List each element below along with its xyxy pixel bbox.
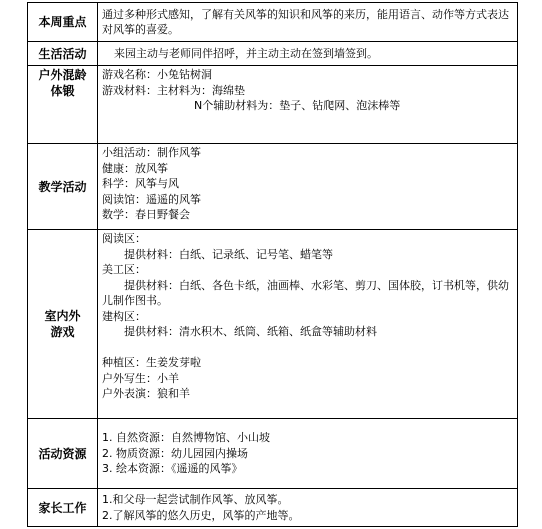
row-content-outdoor (98, 66, 518, 144)
row-label-family: 家长工作 (28, 489, 98, 527)
build-area-title: 建构区： (102, 309, 146, 323)
outdoor-label-line2: 体锻 (50, 84, 75, 98)
table-row (28, 66, 518, 144)
outdoor-sketch: 户外写生：小羊 (102, 371, 179, 385)
outdoor-performance: 户外表演：狼和羊 (102, 387, 190, 400)
family-line: 1.和父母一起尝试制作风筝、放风筝。 (102, 493, 289, 506)
table-row (28, 3, 518, 42)
row-label-resources: 活动资源 (28, 419, 98, 489)
table-row (28, 419, 518, 489)
row-content-resources (98, 419, 518, 489)
indoor-label-line2: 游戏 (50, 325, 75, 339)
reading-area-title: 阅读区： (102, 232, 146, 245)
resource-line: 1. 自然资源：自然博物馆、小山坡 (102, 431, 270, 445)
row-label-indoor (28, 230, 98, 419)
outdoor-label-line1: 户外混龄 (38, 68, 87, 82)
focus-text: 通过多种形式感知，了解有关风筝的知识和风筝的来历，能用语言、动作等方式表达对风筝的喜爱。 (102, 7, 509, 36)
teaching-line: 阅读馆：遥遥的风筝 (102, 192, 201, 206)
outdoor-game-name: 游戏名称：小兔钻树洞 (102, 68, 212, 81)
row-label-teaching: 教学活动 (28, 144, 98, 230)
spacer (102, 340, 514, 356)
table-row (28, 230, 518, 419)
outdoor-game-aux: N个辅助材料为：垫子、钻爬网、泡沫棒等 (194, 99, 401, 112)
row-content-indoor (98, 230, 518, 419)
reading-area-materials: 提供材料：白纸、记录纸、记号笔、蜡笔等 (124, 247, 333, 261)
teaching-line: 小组活动：制作风筝 (102, 146, 201, 159)
planting-area: 种植区：生姜发芽啦 (102, 356, 201, 369)
resource-line: 2. 物质资源：幼儿园园内操场 (102, 446, 248, 460)
table-row (28, 489, 518, 527)
row-label-focus: 本周重点 (28, 3, 98, 42)
table-row (28, 144, 518, 230)
row-label-life: 生活活动 (28, 42, 98, 66)
family-line: 2.了解风筝的悠久历史，风筝的产地等。 (102, 508, 300, 522)
teaching-line: 数学：春日野餐会 (102, 208, 190, 221)
outdoor-game-material: 游戏材料：主材料为：海绵垫 (102, 83, 245, 97)
teaching-line: 科学：风筝与风 (102, 177, 179, 190)
row-label-outdoor (28, 66, 98, 144)
build-area-materials: 提供材料：清水积木、纸筒、纸箱、纸盒等辅助材料 (124, 325, 377, 338)
resource-line: 3. 绘本资源：《遥遥的风筝》 (102, 462, 243, 476)
art-area-title: 美工区： (102, 263, 146, 276)
life-text: 来园主动与老师同伴招呼，并主动主动在签到墙签到。 (114, 46, 378, 60)
row-content-life (98, 42, 518, 66)
art-area-materials: 提供材料：白纸、各色卡纸，油画棒、水彩笔、剪刀、国体胶，订书机等，供幼儿制作图书。 (102, 278, 509, 307)
row-content-focus (98, 3, 518, 42)
weekly-plan-table (27, 2, 518, 527)
row-content-teaching (98, 144, 518, 230)
indoor-label-line1: 室内外 (44, 309, 81, 323)
teaching-line: 健康：放风筝 (102, 161, 168, 175)
table-row (28, 42, 518, 66)
row-content-family (98, 489, 518, 527)
